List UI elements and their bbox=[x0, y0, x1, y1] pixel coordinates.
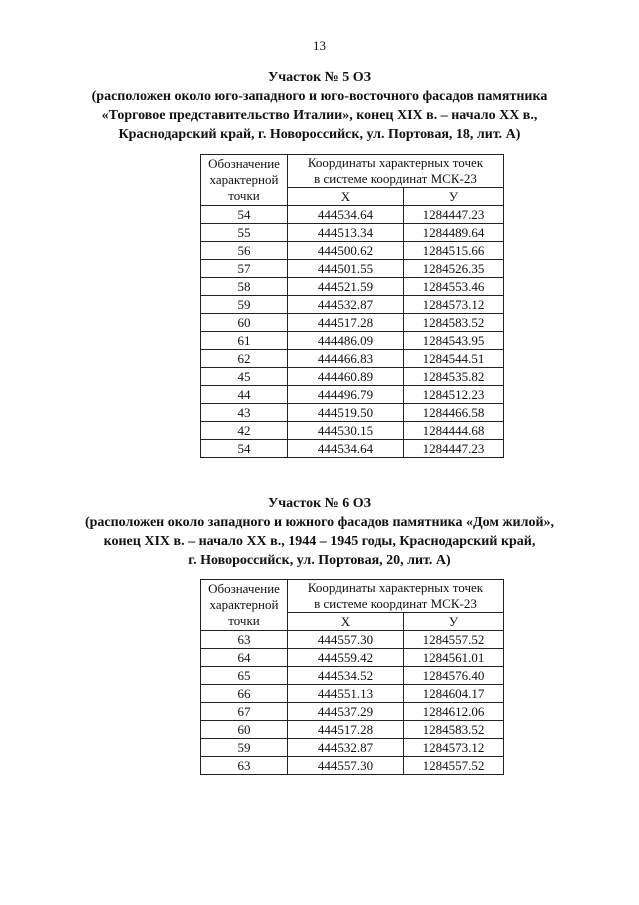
point-cell: 65 bbox=[201, 667, 288, 685]
point-cell: 54 bbox=[201, 206, 288, 224]
point-cell: 43 bbox=[201, 404, 288, 422]
y-cell: 1284526.35 bbox=[404, 260, 504, 278]
x-cell: 444532.87 bbox=[288, 739, 404, 757]
x-cell: 444557.30 bbox=[288, 757, 404, 775]
section-6-title: Участок № 6 ОЗ bbox=[268, 496, 371, 511]
table-row bbox=[201, 242, 504, 260]
section-6-heading bbox=[0, 494, 639, 570]
header-point: Обозначение характерной точки bbox=[201, 580, 288, 631]
section-5-table bbox=[200, 154, 504, 458]
y-cell: 1284561.01 bbox=[404, 649, 504, 667]
section-5-desc-line: «Торговое представительство Италии», конец XIX в. – начало XX в., bbox=[101, 108, 538, 123]
x-cell: 444519.50 bbox=[288, 404, 404, 422]
section-5-title: Участок № 5 ОЗ bbox=[268, 70, 371, 85]
x-cell: 444532.87 bbox=[288, 296, 404, 314]
y-cell: 1284544.51 bbox=[404, 350, 504, 368]
x-cell: 444460.89 bbox=[288, 368, 404, 386]
page-number: 13 bbox=[313, 38, 326, 53]
x-cell: 444466.83 bbox=[288, 350, 404, 368]
section-5 bbox=[0, 68, 639, 144]
x-cell: 444517.28 bbox=[288, 314, 404, 332]
point-cell: 56 bbox=[201, 242, 288, 260]
x-cell: 444534.64 bbox=[288, 206, 404, 224]
header-point: Обозначение характерной точки bbox=[201, 155, 288, 206]
section-6-table-body bbox=[201, 580, 504, 775]
header-y: У bbox=[404, 188, 504, 206]
y-cell: 1284612.06 bbox=[404, 703, 504, 721]
point-cell: 61 bbox=[201, 332, 288, 350]
table-row bbox=[201, 422, 504, 440]
point-cell: 59 bbox=[201, 739, 288, 757]
section-6-table bbox=[200, 579, 504, 775]
x-cell: 444496.79 bbox=[288, 386, 404, 404]
x-cell: 444500.62 bbox=[288, 242, 404, 260]
header-x: X bbox=[288, 613, 404, 631]
point-cell: 42 bbox=[201, 422, 288, 440]
table-row bbox=[201, 739, 504, 757]
y-cell: 1284489.64 bbox=[404, 224, 504, 242]
x-cell: 444557.30 bbox=[288, 631, 404, 649]
x-cell: 444534.64 bbox=[288, 440, 404, 458]
section-6-desc-line: г. Новороссийск, ул. Портовая, 20, лит. А) bbox=[188, 553, 451, 568]
y-cell: 1284535.82 bbox=[404, 368, 504, 386]
y-cell: 1284444.68 bbox=[404, 422, 504, 440]
section-5-table-body bbox=[201, 155, 504, 458]
point-cell: 60 bbox=[201, 314, 288, 332]
point-cell: 60 bbox=[201, 721, 288, 739]
table-row bbox=[201, 296, 504, 314]
y-cell: 1284557.52 bbox=[404, 631, 504, 649]
section-6-desc-line: (расположен около западного и южного фасадов памятника «Дом жилой», bbox=[84, 515, 555, 530]
header-y: У bbox=[404, 613, 504, 631]
table-row bbox=[201, 440, 504, 458]
table-row bbox=[201, 404, 504, 422]
x-cell: 444534.52 bbox=[288, 667, 404, 685]
point-cell: 55 bbox=[201, 224, 288, 242]
header-coords: Координаты характерных точек в системе координат МСК-23 bbox=[288, 580, 504, 613]
header-x: X bbox=[288, 188, 404, 206]
table-row bbox=[201, 224, 504, 242]
point-cell: 57 bbox=[201, 260, 288, 278]
x-cell: 444559.42 bbox=[288, 649, 404, 667]
y-cell: 1284557.52 bbox=[404, 757, 504, 775]
table-row bbox=[201, 649, 504, 667]
x-cell: 444537.29 bbox=[288, 703, 404, 721]
point-cell: 54 bbox=[201, 440, 288, 458]
y-cell: 1284573.12 bbox=[404, 739, 504, 757]
x-cell: 444530.15 bbox=[288, 422, 404, 440]
point-cell: 59 bbox=[201, 296, 288, 314]
x-cell: 444551.13 bbox=[288, 685, 404, 703]
table-row bbox=[201, 278, 504, 296]
table-row bbox=[201, 685, 504, 703]
y-cell: 1284543.95 bbox=[404, 332, 504, 350]
section-6-desc-line: конец XIX в. – начало XX в., 1944 – 1945 годы, Краснодарский край, bbox=[103, 534, 536, 549]
y-cell: 1284583.52 bbox=[404, 721, 504, 739]
point-cell: 66 bbox=[201, 685, 288, 703]
x-cell: 444517.28 bbox=[288, 721, 404, 739]
point-cell: 67 bbox=[201, 703, 288, 721]
section-6 bbox=[0, 494, 639, 570]
table-row bbox=[201, 332, 504, 350]
point-cell: 62 bbox=[201, 350, 288, 368]
point-cell: 63 bbox=[201, 631, 288, 649]
section-5-desc-line: (расположен около юго-западного и юго-восточного фасадов памятника bbox=[91, 89, 548, 104]
y-cell: 1284583.52 bbox=[404, 314, 504, 332]
point-cell: 63 bbox=[201, 757, 288, 775]
table-row bbox=[201, 631, 504, 649]
x-cell: 444486.09 bbox=[288, 332, 404, 350]
y-cell: 1284466.58 bbox=[404, 404, 504, 422]
table-row bbox=[201, 206, 504, 224]
section-5-desc-line: Краснодарский край, г. Новороссийск, ул. Портовая, 18, лит. А) bbox=[118, 127, 521, 142]
y-cell: 1284515.66 bbox=[404, 242, 504, 260]
table-row bbox=[201, 386, 504, 404]
header-coords: Координаты характерных точек в системе координат МСК-23 bbox=[288, 155, 504, 188]
section-5-heading bbox=[0, 68, 639, 144]
y-cell: 1284512.23 bbox=[404, 386, 504, 404]
x-cell: 444521.59 bbox=[288, 278, 404, 296]
y-cell: 1284604.17 bbox=[404, 685, 504, 703]
point-cell: 64 bbox=[201, 649, 288, 667]
table-row bbox=[201, 721, 504, 739]
point-cell: 44 bbox=[201, 386, 288, 404]
x-cell: 444513.34 bbox=[288, 224, 404, 242]
y-cell: 1284553.46 bbox=[404, 278, 504, 296]
table-row bbox=[201, 350, 504, 368]
table-row bbox=[201, 757, 504, 775]
table-row bbox=[201, 703, 504, 721]
y-cell: 1284576.40 bbox=[404, 667, 504, 685]
y-cell: 1284447.23 bbox=[404, 440, 504, 458]
y-cell: 1284447.23 bbox=[404, 206, 504, 224]
table-row bbox=[201, 368, 504, 386]
y-cell: 1284573.12 bbox=[404, 296, 504, 314]
x-cell: 444501.55 bbox=[288, 260, 404, 278]
table-row bbox=[201, 314, 504, 332]
point-cell: 45 bbox=[201, 368, 288, 386]
point-cell: 58 bbox=[201, 278, 288, 296]
table-row bbox=[201, 260, 504, 278]
table-row bbox=[201, 667, 504, 685]
